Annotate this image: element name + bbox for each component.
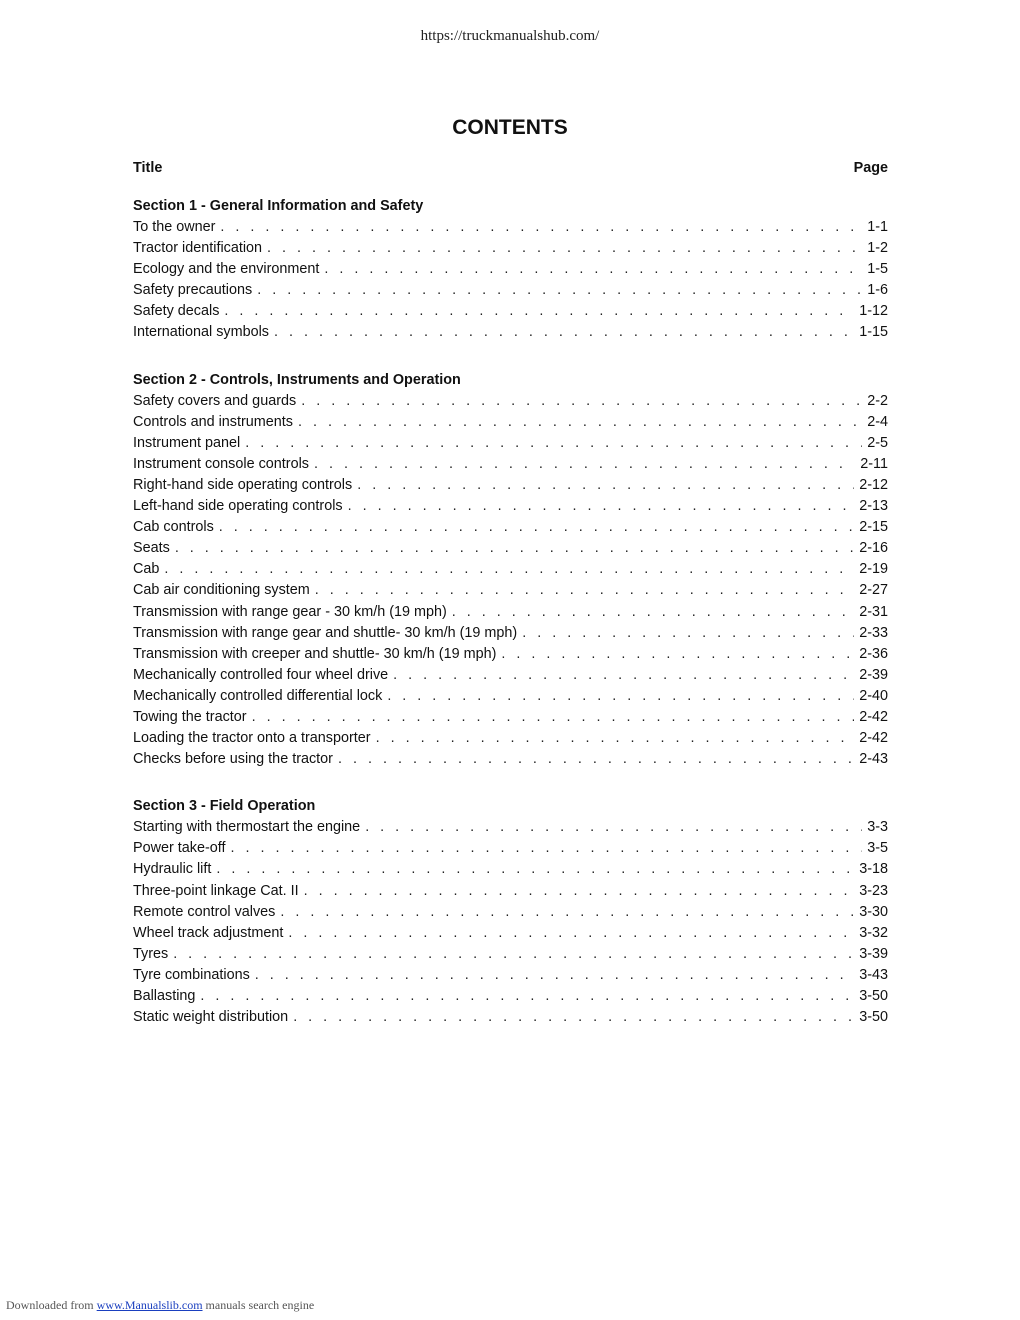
toc-entry-label: Cab bbox=[133, 561, 160, 578]
dot-leader bbox=[293, 1007, 854, 1028]
toc-section bbox=[133, 370, 888, 771]
toc-entry-page: 3-23 bbox=[859, 882, 888, 899]
toc-entry bbox=[133, 923, 888, 944]
toc-sections bbox=[133, 196, 888, 1028]
dot-leader bbox=[304, 881, 855, 902]
page-title: CONTENTS bbox=[452, 116, 568, 139]
footer bbox=[6, 1298, 314, 1313]
toc-entry-label: Cab air conditioning system bbox=[133, 582, 310, 599]
toc-entry-label: Tractor identification bbox=[133, 240, 263, 257]
toc-entry-label: International symbols bbox=[133, 324, 269, 341]
toc-entry bbox=[133, 881, 888, 902]
toc-entry-label: Safety decals bbox=[133, 303, 220, 320]
toc-entry-label: Static weight distribution bbox=[133, 1009, 289, 1026]
toc-entry-page: 3-50 bbox=[859, 988, 888, 1004]
dot-leader bbox=[274, 322, 854, 343]
toc-entry-label: Controls and instruments bbox=[133, 413, 293, 430]
toc-entry bbox=[133, 322, 888, 343]
toc-entry-label: Transmission with range gear - 30 km/h (19 mph) bbox=[133, 603, 447, 620]
dot-leader bbox=[173, 944, 854, 965]
dot-leader bbox=[224, 301, 854, 322]
toc-entry bbox=[133, 707, 888, 728]
toc-entry-label: Remote control valves bbox=[133, 903, 276, 920]
toc-entry-label: Transmission with creeper and shuttle- 30 km/h (19 mph) bbox=[133, 645, 497, 662]
dot-leader bbox=[288, 923, 854, 944]
toc-entry bbox=[133, 559, 888, 580]
toc-entry-page: 2-16 bbox=[859, 540, 888, 557]
toc-entry-page: 2-43 bbox=[859, 751, 888, 768]
toc-entry-label: Ballasting bbox=[133, 988, 196, 1004]
toc-entry-label: Three-point linkage Cat. II bbox=[133, 882, 299, 899]
toc-entry bbox=[133, 665, 888, 686]
dot-leader bbox=[216, 859, 854, 880]
toc-entry-page: 1-6 bbox=[867, 282, 888, 299]
toc-entry bbox=[133, 623, 888, 644]
toc-entry-label: To the owner bbox=[133, 219, 216, 235]
toc-entry bbox=[133, 602, 888, 623]
toc-entry-label: Starting with thermostart the engine bbox=[133, 819, 361, 836]
toc-entry-label: Cab controls bbox=[133, 519, 214, 536]
toc-entry-label: Tyre combinations bbox=[133, 966, 250, 983]
toc-entry-list bbox=[133, 391, 888, 771]
dot-leader bbox=[301, 391, 862, 412]
toc-entry bbox=[133, 986, 888, 1007]
dot-leader bbox=[252, 707, 855, 728]
toc-entry bbox=[133, 686, 888, 707]
toc-entry-page: 2-4 bbox=[867, 413, 888, 430]
toc-entry-page: 2-13 bbox=[859, 498, 888, 515]
toc-entry bbox=[133, 1007, 888, 1028]
dot-leader bbox=[314, 454, 855, 475]
toc-entry-page: 2-36 bbox=[859, 645, 888, 662]
toc-entry bbox=[133, 817, 888, 838]
dot-leader bbox=[338, 749, 854, 770]
dot-leader bbox=[376, 728, 855, 749]
toc-entry-page: 3-32 bbox=[859, 924, 888, 941]
section-heading: Section 3 - Field Operation bbox=[133, 798, 316, 815]
dot-leader bbox=[220, 217, 862, 238]
toc-entry bbox=[133, 412, 888, 433]
column-page-header: Page bbox=[853, 160, 888, 176]
toc-entry bbox=[133, 838, 888, 859]
toc-entry bbox=[133, 433, 888, 454]
dot-leader bbox=[357, 475, 854, 496]
dot-leader bbox=[393, 665, 854, 686]
toc-entry bbox=[133, 728, 888, 749]
toc-entry-page: 2-5 bbox=[867, 434, 888, 451]
dot-leader bbox=[245, 433, 862, 454]
toc-entry-page: 2-11 bbox=[860, 455, 888, 472]
table-of-contents bbox=[133, 158, 888, 1054]
toc-entry-label: Tyres bbox=[133, 945, 169, 962]
toc-entry bbox=[133, 944, 888, 965]
toc-entry-label: Power take-off bbox=[133, 840, 226, 857]
dot-leader bbox=[315, 580, 854, 601]
toc-entry-label: Ecology and the environment bbox=[133, 261, 320, 278]
toc-entry-label: Safety covers and guards bbox=[133, 392, 297, 409]
dot-leader bbox=[219, 517, 854, 538]
toc-entry bbox=[133, 280, 888, 301]
toc-entry-label: Right-hand side operating controls bbox=[133, 476, 353, 493]
section-heading: Section 1 - General Information and Safety bbox=[133, 198, 424, 214]
toc-entry-page: 2-19 bbox=[859, 561, 888, 578]
manualslib-link[interactable]: www.Manualslib.com bbox=[96, 1298, 203, 1312]
toc-entry-page: 2-40 bbox=[859, 687, 888, 704]
toc-entry-page: 1-12 bbox=[859, 303, 888, 320]
toc-entry bbox=[133, 859, 888, 880]
toc-entry bbox=[133, 238, 888, 259]
toc-entry-label: Towing the tractor bbox=[133, 708, 247, 725]
toc-section bbox=[133, 796, 888, 1028]
toc-entry bbox=[133, 749, 888, 770]
column-title-header: Title bbox=[133, 160, 163, 176]
toc-entry bbox=[133, 217, 888, 238]
dot-leader bbox=[387, 686, 854, 707]
toc-entry bbox=[133, 391, 888, 412]
dot-leader bbox=[501, 644, 854, 665]
toc-entry bbox=[133, 538, 888, 559]
toc-entry bbox=[133, 517, 888, 538]
toc-entry-page: 2-12 bbox=[859, 476, 888, 493]
toc-entry bbox=[133, 580, 888, 601]
dot-leader bbox=[522, 623, 854, 644]
toc-entry-page: 3-30 bbox=[859, 903, 888, 920]
toc-entry-label: Seats bbox=[133, 540, 170, 557]
toc-entry bbox=[133, 301, 888, 322]
toc-entry-label: Left-hand side operating controls bbox=[133, 498, 343, 515]
toc-entry-label: Mechanically controlled differential lock bbox=[133, 687, 383, 704]
toc-entry-page: 2-42 bbox=[859, 730, 888, 747]
dot-leader bbox=[348, 496, 855, 517]
toc-entry-label: Wheel track adjustment bbox=[133, 924, 284, 941]
toc-entry-label: Instrument panel bbox=[133, 434, 241, 451]
section-heading: Section 2 - Controls, Instruments and Operation bbox=[133, 371, 461, 388]
source-url: https://truckmanualshub.com/ bbox=[420, 28, 600, 44]
toc-entry-page: 2-2 bbox=[867, 392, 888, 409]
toc-entry-page: 1-5 bbox=[867, 261, 888, 278]
dot-leader bbox=[231, 838, 863, 859]
dot-leader bbox=[365, 817, 862, 838]
toc-entry-list bbox=[133, 217, 888, 344]
toc-entry-label: Loading the tractor onto a transporter bbox=[133, 730, 371, 747]
toc-entry bbox=[133, 475, 888, 496]
dot-leader bbox=[200, 986, 854, 1007]
toc-entry-page: 3-18 bbox=[859, 861, 888, 878]
toc-entry-list bbox=[133, 817, 888, 1028]
toc-entry-label: Checks before using the tractor bbox=[133, 751, 333, 768]
toc-entry-page: 3-5 bbox=[867, 840, 888, 857]
dot-leader bbox=[298, 412, 862, 433]
toc-entry-label: Hydraulic lift bbox=[133, 861, 212, 878]
toc-entry-page: 3-39 bbox=[859, 945, 888, 962]
dot-leader bbox=[255, 965, 854, 986]
toc-entry bbox=[133, 496, 888, 517]
toc-entry bbox=[133, 902, 888, 923]
dot-leader bbox=[267, 238, 862, 259]
toc-entry-page: 3-50 bbox=[859, 1009, 888, 1026]
toc-entry-page: 2-15 bbox=[859, 519, 888, 536]
dot-leader bbox=[257, 280, 862, 301]
footer-suffix: manuals search engine bbox=[205, 1298, 315, 1312]
dot-leader bbox=[175, 538, 854, 559]
toc-entry-page: 2-31 bbox=[859, 603, 888, 620]
dot-leader bbox=[164, 559, 854, 580]
toc-entry-page: 3-3 bbox=[867, 819, 888, 836]
toc-entry-page: 1-1 bbox=[867, 219, 888, 235]
toc-entry bbox=[133, 454, 888, 475]
dot-leader bbox=[452, 602, 854, 623]
toc-entry-page: 1-2 bbox=[867, 240, 888, 257]
toc-entry-label: Transmission with range gear and shuttle- 30 km/h (19 mph) bbox=[133, 624, 518, 641]
toc-column-headers bbox=[133, 158, 888, 178]
dot-leader bbox=[280, 902, 854, 923]
footer-prefix: Downloaded from bbox=[6, 1298, 94, 1312]
toc-entry-page: 2-39 bbox=[859, 666, 888, 683]
toc-entry-page: 2-27 bbox=[859, 582, 888, 599]
toc-entry bbox=[133, 644, 888, 665]
toc-entry bbox=[133, 259, 888, 280]
toc-entry-page: 1-15 bbox=[859, 324, 888, 341]
toc-entry-label: Mechanically controlled four wheel drive bbox=[133, 666, 389, 683]
toc-entry-page: 3-43 bbox=[859, 966, 888, 983]
toc-section bbox=[133, 196, 888, 344]
toc-entry-label: Safety precautions bbox=[133, 282, 253, 299]
toc-entry-page: 2-42 bbox=[859, 708, 888, 725]
toc-entry-label: Instrument console controls bbox=[133, 455, 309, 472]
toc-entry-page: 2-33 bbox=[859, 624, 888, 641]
dot-leader bbox=[324, 259, 862, 280]
toc-entry bbox=[133, 965, 888, 986]
